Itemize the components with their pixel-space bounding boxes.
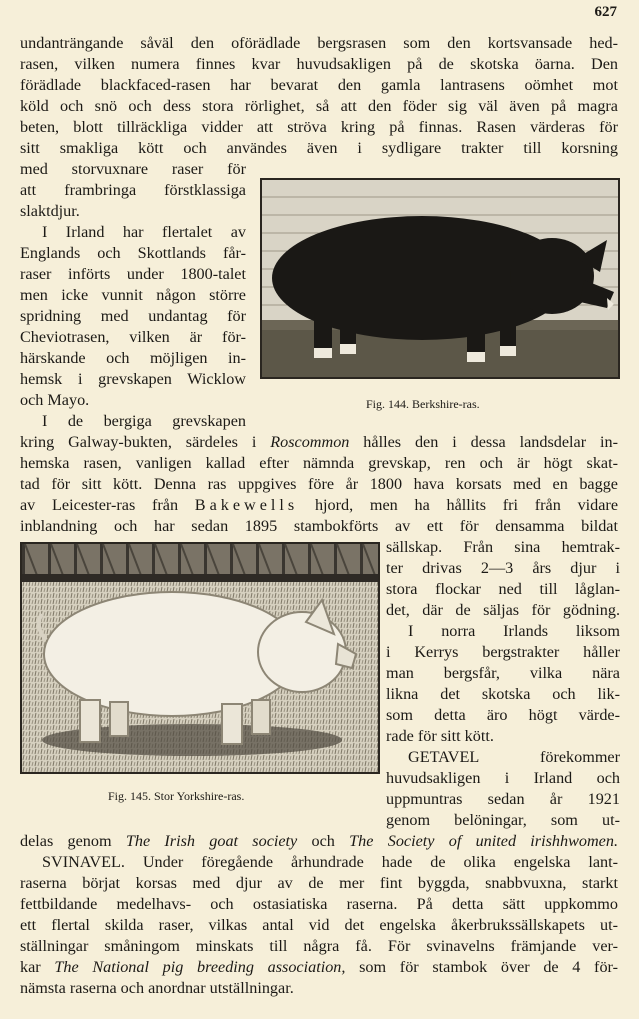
- text-line: I Irland har flertalet av: [42, 223, 246, 241]
- text-line: sällskap. Från sina hemtrak-: [386, 538, 620, 556]
- figure-144-image: [260, 178, 620, 379]
- text-line: hemsk i grevskapen Wicklow: [20, 370, 246, 388]
- text-line: raserna börjat korsas med djur av de mer fint byggda, snabbvuxna, starkt: [20, 874, 618, 892]
- text-line: raser införts under 1800-talet: [20, 265, 246, 283]
- text-line: Englands och Skottlands får-: [20, 244, 246, 262]
- text-line: av Leicester-ras från Bakewells hjord, men ha hållits fri från vidare: [20, 496, 619, 514]
- text-line: ter drivas 2—3 års djur i: [386, 559, 620, 577]
- text-line: stora flockar ned till låglan-: [386, 580, 620, 598]
- text-line: köld och snö och dess stora rörlighet, så att den föder sig väl även på magra: [20, 97, 618, 115]
- text-line: ett flertal skilda raser, vilkas antal vid det engelska åkerbrukssällskapets ut-: [20, 916, 618, 934]
- text-line: kring Galway-bukten, särdeles i Roscommon hålles den i dessa landsdelar in-: [20, 433, 618, 451]
- text-line: och Mayo.: [20, 391, 90, 409]
- text-line: att frambringa förstklassiga: [20, 181, 246, 199]
- text-line: Cheviotrasen, vilken är för-: [20, 328, 246, 346]
- text-line: huvudsakligen i Irland och: [386, 769, 620, 787]
- text-line: men icke vunnit någon större: [20, 286, 246, 304]
- text-line: i Kerrys bergstrakter håller: [386, 643, 620, 661]
- text-line: tad för sitt kött. Denna ras uppgives före år 1800 hava korsats med en bagge: [20, 475, 618, 493]
- text-line: härskande och möjligen in-: [20, 349, 246, 367]
- text-line: med storvuxnare raser för: [20, 160, 246, 178]
- text-line: ställningar småningom minskats till några få. För svinavelns främjande ver-: [20, 937, 618, 955]
- text-line: SVINAVEL. Under föregående århundrade hade de olika engelska lant-: [42, 853, 618, 871]
- page-number: 627: [594, 4, 617, 20]
- text-line: rade för sitt kött.: [386, 727, 494, 745]
- text-line: delas genom The Irish goat society och The Society of united irishhwomen.: [20, 832, 618, 850]
- text-line: kar The National pig breeding association, som för stambok över de 4 för-: [20, 958, 619, 976]
- text-line: sitt smakliga kött och användes även i sydligare trakter till korsning: [20, 139, 618, 157]
- text-line: förädlade blackfaced-rasen har bevarat den gamla lantrasens oömhet mot: [20, 76, 618, 94]
- text-line: beten, blott tillräckliga vidder att ströva kring på finnas. Rasen värderas för: [20, 118, 618, 136]
- text-line: genom belöningar, som ut-: [386, 811, 620, 829]
- text-line: rasen, vilken numera finnes kvar huvudsakligen på de skotska öarna. Den: [20, 55, 618, 73]
- figure-144-caption: Fig. 144. Berkshire-ras.: [366, 397, 480, 411]
- text-line: uppmuntras sedan år 1921: [386, 790, 620, 808]
- text-line: det, där de säljas för gödning.: [386, 601, 620, 619]
- text-line: nämsta raserna och anordnar utställningar.: [20, 979, 294, 997]
- text-line: GETAVEL förekommer: [408, 748, 620, 766]
- text-line: spridning med undantag för: [20, 307, 246, 325]
- text-line: likna det skotska och lik-: [386, 685, 620, 703]
- text-line: som detta äro högt värde-: [386, 706, 620, 724]
- figure-145-caption: Fig. 145. Stor Yorkshire-ras.: [108, 789, 245, 803]
- text-line: slaktdjur.: [20, 202, 80, 220]
- text-line: inblandning och har sedan 1895 stambokförts av ett för densamma bildat: [20, 517, 618, 535]
- text-line: I de bergiga grevskapen: [42, 412, 246, 430]
- figure-145-image: [20, 542, 380, 774]
- text-line: man bergsfår, vilka nära: [386, 664, 620, 682]
- text-line: hemska rasen, vanligen kallad efter nämnda grevskap, ren och är högt skat-: [20, 454, 618, 472]
- text-line: I norra Irlands liksom: [408, 622, 620, 640]
- text-line: undanträngande såväl den oförädlade bergsrasen som den kortsvansade hed-: [20, 34, 618, 52]
- text-line: fettbildande medelhavs- och ostasiatiska raserna. På detta sätt uppkommo: [20, 895, 618, 913]
